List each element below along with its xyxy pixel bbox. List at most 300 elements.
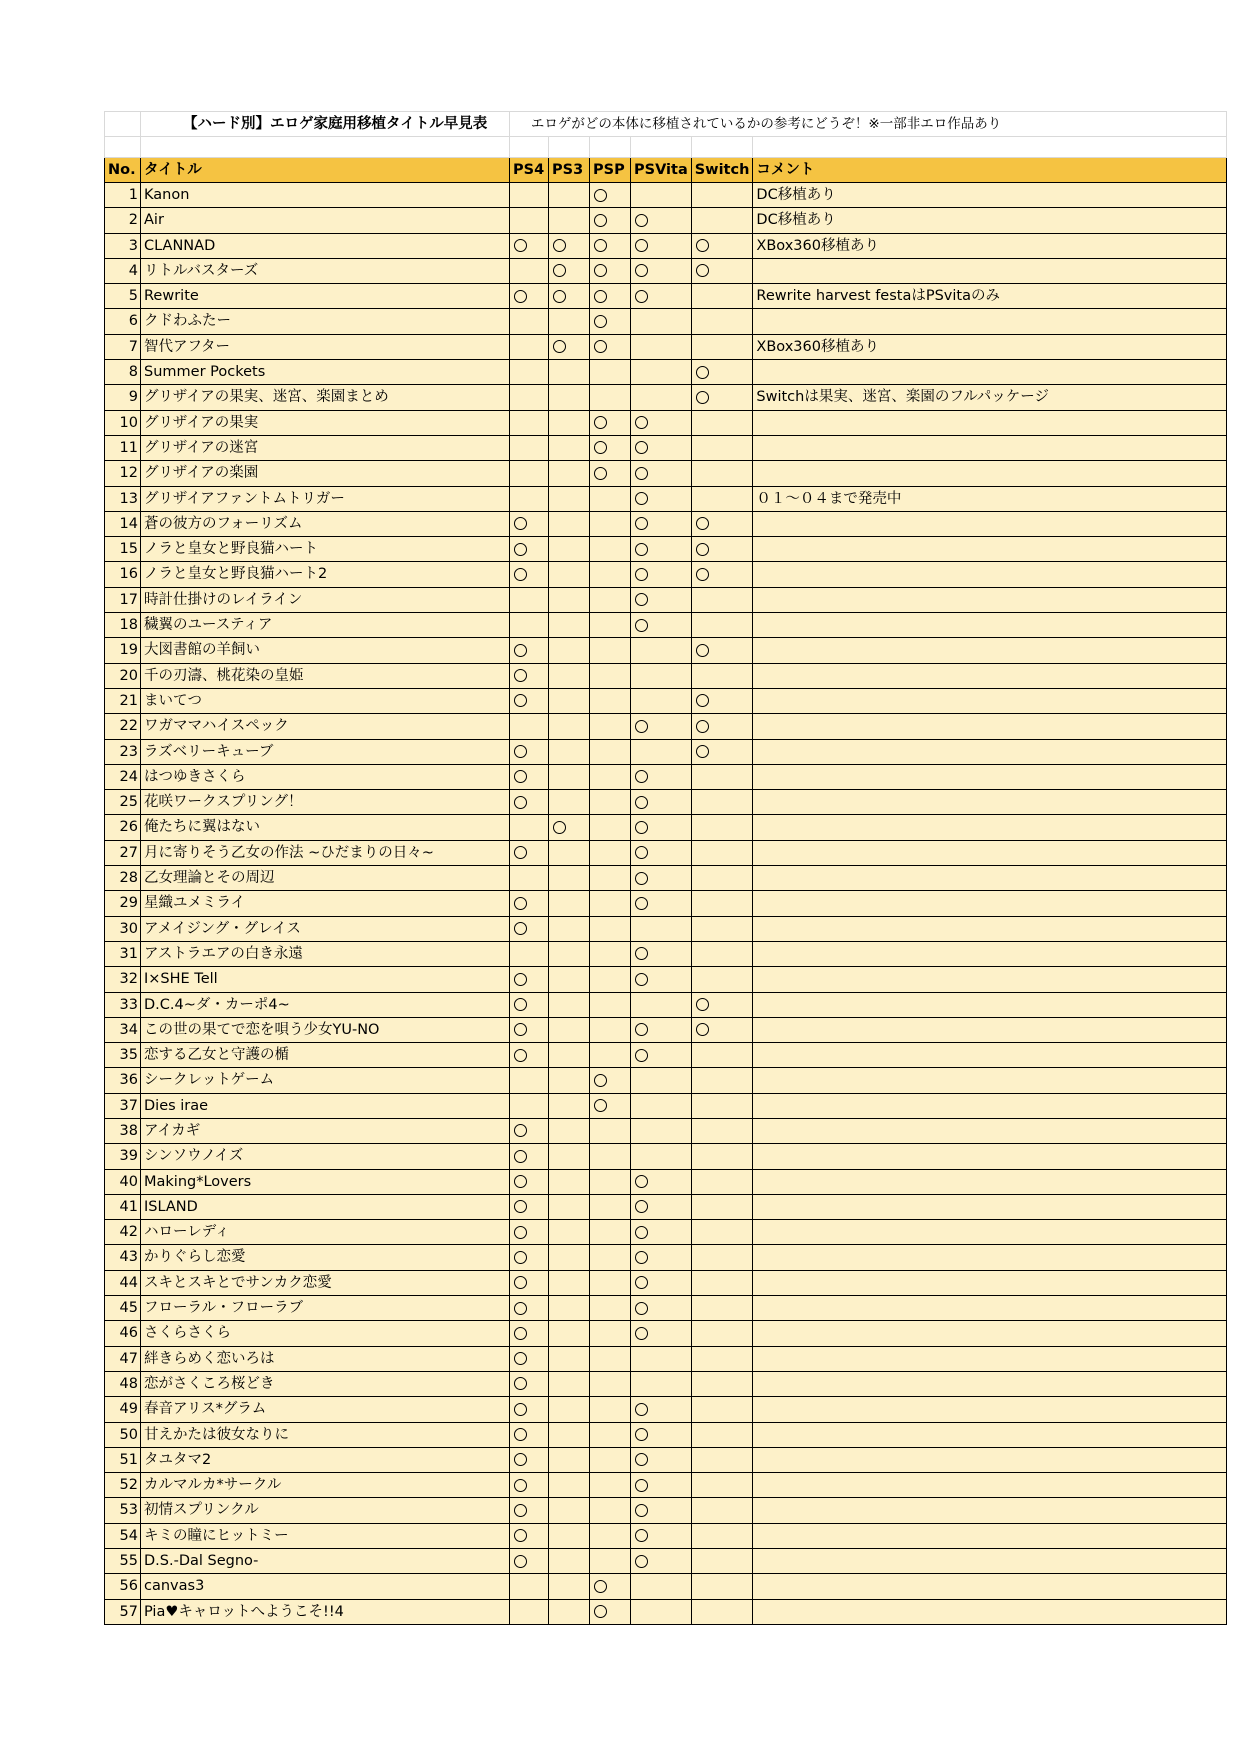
available-mark-icon: [696, 998, 709, 1011]
switch-cell: [691, 511, 753, 536]
switch-cell: [691, 790, 753, 815]
table-row: [105, 739, 1227, 764]
table-row: [105, 435, 1227, 460]
available-mark-icon: [635, 264, 648, 277]
available-mark-icon: [635, 1479, 648, 1492]
comment-cell: [753, 435, 1227, 460]
row-number: 47: [105, 1346, 141, 1371]
switch-cell: [691, 638, 753, 663]
ps3-cell: [549, 258, 590, 283]
ps3-cell: [549, 183, 590, 208]
row-number: 18: [105, 613, 141, 638]
ps3-cell: [549, 866, 590, 891]
available-mark-icon: [553, 264, 566, 277]
switch-cell: [691, 1549, 753, 1574]
psvita-cell: [631, 967, 692, 992]
row-number: 46: [105, 1321, 141, 1346]
table-row: [105, 1220, 1227, 1245]
available-mark-icon: [514, 897, 527, 910]
title-cell: まいてつ: [141, 688, 510, 713]
title-cell: グリザイアの楽園: [141, 461, 510, 486]
comment-cell: [753, 1118, 1227, 1143]
available-mark-icon: [635, 1200, 648, 1213]
available-mark-icon: [514, 568, 527, 581]
ps3-cell: [549, 891, 590, 916]
title-cell: リトルバスターズ: [141, 258, 510, 283]
switch-cell: [691, 1220, 753, 1245]
ps4-cell: [510, 739, 549, 764]
table-row: [105, 916, 1227, 941]
row-number: 55: [105, 1549, 141, 1574]
available-mark-icon: [635, 770, 648, 783]
psvita-cell: [631, 1043, 692, 1068]
row-number: 40: [105, 1169, 141, 1194]
ps4-cell: [510, 840, 549, 865]
col-header-no: No.: [105, 158, 141, 183]
psp-cell: [590, 663, 631, 688]
available-mark-icon: [514, 745, 527, 758]
ps3-cell: [549, 1473, 590, 1498]
table-row: [105, 360, 1227, 385]
available-mark-icon: [553, 290, 566, 303]
ps4-cell: [510, 1068, 549, 1093]
ps3-cell: [549, 1068, 590, 1093]
psp-cell: [590, 891, 631, 916]
ps3-cell: [549, 1118, 590, 1143]
comment-cell: [753, 663, 1227, 688]
psp-cell: [590, 1118, 631, 1143]
comment-cell: [753, 688, 1227, 713]
available-mark-icon: [514, 239, 527, 252]
psvita-cell: [631, 663, 692, 688]
row-number: 16: [105, 562, 141, 587]
psp-cell: [590, 309, 631, 334]
available-mark-icon: [594, 416, 607, 429]
table-row: [105, 790, 1227, 815]
ps4-cell: [510, 1118, 549, 1143]
ps3-cell: [549, 1270, 590, 1295]
ps4-cell: [510, 334, 549, 359]
available-mark-icon: [553, 340, 566, 353]
comment-cell: [753, 1422, 1227, 1447]
available-mark-icon: [514, 517, 527, 530]
header-row: [105, 158, 1227, 183]
psvita-cell: [631, 511, 692, 536]
comment-cell: [753, 587, 1227, 612]
available-mark-icon: [635, 1529, 648, 1542]
psp-cell: [590, 562, 631, 587]
psvita-cell: [631, 258, 692, 283]
switch-cell: [691, 1270, 753, 1295]
title-cell: 蒼の彼方のフォーリズム: [141, 511, 510, 536]
title-cell: 甘えかたは彼女なりに: [141, 1422, 510, 1447]
psvita-cell: [631, 1068, 692, 1093]
ps4-cell: [510, 1245, 549, 1270]
col-header-ps3: PS3: [549, 158, 590, 183]
ps4-cell: [510, 1321, 549, 1346]
ps4-cell: [510, 613, 549, 638]
table-row: [105, 663, 1227, 688]
comment-cell: [753, 1574, 1227, 1599]
psp-cell: [590, 790, 631, 815]
ps4-cell: [510, 790, 549, 815]
title-cell: 恋がさくころ桜どき: [141, 1371, 510, 1396]
table-row: [105, 486, 1227, 511]
row-number: 45: [105, 1296, 141, 1321]
col-header-psvita: PSVita: [631, 158, 692, 183]
switch-cell: [691, 840, 753, 865]
ps3-cell: [549, 916, 590, 941]
table-row: [105, 385, 1227, 410]
row-number: 1: [105, 183, 141, 208]
psp-cell: [590, 967, 631, 992]
psvita-cell: [631, 233, 692, 258]
available-mark-icon: [635, 846, 648, 859]
available-mark-icon: [514, 1049, 527, 1062]
title-cell: カルマルカ*サークル: [141, 1473, 510, 1498]
ps4-cell: [510, 891, 549, 916]
table-row: [105, 1599, 1227, 1624]
psp-cell: [590, 334, 631, 359]
table-row: [105, 866, 1227, 891]
comment-cell: [753, 1473, 1227, 1498]
psvita-cell: [631, 1245, 692, 1270]
psp-cell: [590, 1321, 631, 1346]
psp-cell: [590, 385, 631, 410]
psp-cell: [590, 840, 631, 865]
switch-cell: [691, 1397, 753, 1422]
available-mark-icon: [594, 340, 607, 353]
title-cell: 絆きらめく恋いろは: [141, 1346, 510, 1371]
psp-cell: [590, 1144, 631, 1169]
switch-cell: [691, 1043, 753, 1068]
ps3-cell: [549, 1574, 590, 1599]
row-number: 6: [105, 309, 141, 334]
available-mark-icon: [635, 821, 648, 834]
row-number: 14: [105, 511, 141, 536]
row-number: 29: [105, 891, 141, 916]
comment-cell: DC移植あり: [753, 208, 1227, 233]
available-mark-icon: [635, 239, 648, 252]
row-number: 52: [105, 1473, 141, 1498]
available-mark-icon: [696, 517, 709, 530]
available-mark-icon: [594, 264, 607, 277]
ps4-cell: [510, 688, 549, 713]
switch-cell: [691, 992, 753, 1017]
ps3-cell: [549, 435, 590, 460]
ps4-cell: [510, 284, 549, 309]
table-row: [105, 840, 1227, 865]
title-cell: CLANNAD: [141, 233, 510, 258]
psp-cell: [590, 1017, 631, 1042]
available-mark-icon: [696, 1023, 709, 1036]
psvita-cell: [631, 1523, 692, 1548]
ps3-cell: [549, 739, 590, 764]
ps3-cell: [549, 1017, 590, 1042]
title-cell: はつゆきさくら: [141, 764, 510, 789]
ps3-cell: [549, 790, 590, 815]
title-cell: 初情スプリンクル: [141, 1498, 510, 1523]
comment-cell: [753, 840, 1227, 865]
ps4-cell: [510, 587, 549, 612]
available-mark-icon: [594, 1074, 607, 1087]
psp-cell: [590, 739, 631, 764]
comment-cell: Switchは果実、迷宮、楽園のフルパッケージ: [753, 385, 1227, 410]
switch-cell: [691, 714, 753, 739]
comment-cell: XBox360移植あり: [753, 334, 1227, 359]
ps3-cell: [549, 1093, 590, 1118]
row-number: 23: [105, 739, 141, 764]
available-mark-icon: [635, 1049, 648, 1062]
ps3-cell: [549, 1245, 590, 1270]
title-cell: 俺たちに翼はない: [141, 815, 510, 840]
available-mark-icon: [514, 1200, 527, 1213]
ps3-cell: [549, 233, 590, 258]
table-row: [105, 1346, 1227, 1371]
available-mark-icon: [635, 1226, 648, 1239]
title-cell: シークレットゲーム: [141, 1068, 510, 1093]
switch-cell: [691, 739, 753, 764]
comment-cell: [753, 1321, 1227, 1346]
ps3-cell: [549, 1169, 590, 1194]
psp-cell: [590, 1371, 631, 1396]
comment-cell: [753, 537, 1227, 562]
title-cell: D.C.4~ダ・カーポ4~: [141, 992, 510, 1017]
ps3-cell: [549, 1523, 590, 1548]
psvita-cell: [631, 562, 692, 587]
psvita-cell: [631, 764, 692, 789]
row-number: 36: [105, 1068, 141, 1093]
table-row: [105, 1447, 1227, 1472]
ps4-cell: [510, 309, 549, 334]
available-mark-icon: [514, 1529, 527, 1542]
row-number: 50: [105, 1422, 141, 1447]
psp-cell: [590, 486, 631, 511]
title-cell: クドわふたー: [141, 309, 510, 334]
ps3-cell: [549, 1220, 590, 1245]
switch-cell: [691, 587, 753, 612]
ps3-cell: [549, 334, 590, 359]
blank-row: [105, 137, 1227, 158]
table-row: [105, 1397, 1227, 1422]
ps3-cell: [549, 815, 590, 840]
psvita-cell: [631, 435, 692, 460]
available-mark-icon: [635, 1327, 648, 1340]
psvita-cell: [631, 1498, 692, 1523]
row-number: 20: [105, 663, 141, 688]
table-row: [105, 1270, 1227, 1295]
available-mark-icon: [635, 441, 648, 454]
comment-cell: [753, 714, 1227, 739]
col-header-ps4: PS4: [510, 158, 549, 183]
ps4-cell: [510, 638, 549, 663]
available-mark-icon: [696, 543, 709, 556]
available-mark-icon: [635, 1175, 648, 1188]
available-mark-icon: [635, 1251, 648, 1264]
ps3-cell: [549, 1194, 590, 1219]
psp-cell: [590, 1346, 631, 1371]
row-number: 15: [105, 537, 141, 562]
ps3-cell: [549, 840, 590, 865]
switch-cell: [691, 562, 753, 587]
table-row: [105, 309, 1227, 334]
available-mark-icon: [514, 1403, 527, 1416]
available-mark-icon: [514, 1124, 527, 1137]
switch-cell: [691, 1144, 753, 1169]
psvita-cell: [631, 1371, 692, 1396]
comment-cell: [753, 1447, 1227, 1472]
available-mark-icon: [635, 1555, 648, 1568]
switch-cell: [691, 1245, 753, 1270]
psvita-cell: [631, 360, 692, 385]
available-mark-icon: [514, 694, 527, 707]
table-row: [105, 891, 1227, 916]
comment-cell: [753, 613, 1227, 638]
switch-cell: [691, 334, 753, 359]
title-cell: I×SHE Tell: [141, 967, 510, 992]
ps3-cell: [549, 663, 590, 688]
psp-cell: [590, 511, 631, 536]
table-row: [105, 992, 1227, 1017]
table-row: [105, 764, 1227, 789]
ps3-cell: [549, 562, 590, 587]
table-row: [105, 511, 1227, 536]
ps4-cell: [510, 1169, 549, 1194]
col-header-psp: PSP: [590, 158, 631, 183]
title-cell: 花咲ワークスプリング！: [141, 790, 510, 815]
switch-cell: [691, 183, 753, 208]
ps3-cell: [549, 461, 590, 486]
title-cell: Kanon: [141, 183, 510, 208]
title-cell: 大図書館の羊飼い: [141, 638, 510, 663]
available-mark-icon: [635, 1504, 648, 1517]
row-number: 37: [105, 1093, 141, 1118]
available-mark-icon: [514, 669, 527, 682]
ps3-cell: [549, 1043, 590, 1068]
ps3-cell: [549, 385, 590, 410]
switch-cell: [691, 486, 753, 511]
available-mark-icon: [514, 1453, 527, 1466]
row-number: 54: [105, 1523, 141, 1548]
available-mark-icon: [514, 998, 527, 1011]
comment-cell: [753, 1270, 1227, 1295]
table-row: [105, 1144, 1227, 1169]
row-number: 56: [105, 1574, 141, 1599]
ps4-cell: [510, 1549, 549, 1574]
title-cell: D.S.-Dal Segno-: [141, 1549, 510, 1574]
col-header-switch: Switch: [691, 158, 753, 183]
available-mark-icon: [514, 796, 527, 809]
ps3-cell: [549, 1371, 590, 1396]
table-row: [105, 714, 1227, 739]
comment-cell: XBox360移植あり: [753, 233, 1227, 258]
available-mark-icon: [635, 897, 648, 910]
title-cell: フローラル・フローラブ: [141, 1296, 510, 1321]
psp-cell: [590, 1498, 631, 1523]
ps4-cell: [510, 562, 549, 587]
row-number: 26: [105, 815, 141, 840]
comment-cell: [753, 1397, 1227, 1422]
available-mark-icon: [514, 1377, 527, 1390]
row-number: 9: [105, 385, 141, 410]
available-mark-icon: [635, 619, 648, 632]
ps3-cell: [549, 486, 590, 511]
psvita-cell: [631, 309, 692, 334]
psvita-cell: [631, 1549, 692, 1574]
table-row: [105, 562, 1227, 587]
title-cell: ワガママハイスペック: [141, 714, 510, 739]
ps4-cell: [510, 537, 549, 562]
row-number: 13: [105, 486, 141, 511]
title-cell: 時計仕掛けのレイライン: [141, 587, 510, 612]
comment-cell: [753, 1144, 1227, 1169]
ps4-cell: [510, 866, 549, 891]
table-row: [105, 334, 1227, 359]
comment-cell: [753, 1169, 1227, 1194]
switch-cell: [691, 208, 753, 233]
available-mark-icon: [635, 796, 648, 809]
ps3-cell: [549, 992, 590, 1017]
psvita-cell: [631, 1194, 692, 1219]
psp-cell: [590, 1523, 631, 1548]
row-number: 35: [105, 1043, 141, 1068]
col-header-comment: コメント: [753, 158, 1227, 183]
comment-cell: [753, 764, 1227, 789]
ps4-cell: [510, 815, 549, 840]
psvita-cell: [631, 891, 692, 916]
psp-cell: [590, 208, 631, 233]
row-number: 12: [105, 461, 141, 486]
psvita-cell: [631, 840, 692, 865]
available-mark-icon: [696, 568, 709, 581]
ps4-cell: [510, 385, 549, 410]
row-number: 49: [105, 1397, 141, 1422]
table-row: [105, 258, 1227, 283]
switch-cell: [691, 663, 753, 688]
table-row: [105, 461, 1227, 486]
ps4-cell: [510, 1194, 549, 1219]
row-number: 2: [105, 208, 141, 233]
ps3-cell: [549, 309, 590, 334]
row-number: 51: [105, 1447, 141, 1472]
row-number: 38: [105, 1118, 141, 1143]
comment-cell: [753, 992, 1227, 1017]
title-cell: アストラエアの白き永遠: [141, 941, 510, 966]
available-mark-icon: [635, 214, 648, 227]
psp-cell: [590, 587, 631, 612]
switch-cell: [691, 613, 753, 638]
switch-cell: [691, 233, 753, 258]
comment-cell: [753, 1523, 1227, 1548]
psvita-cell: [631, 638, 692, 663]
psp-cell: [590, 1169, 631, 1194]
ps3-cell: [549, 587, 590, 612]
psvita-cell: [631, 461, 692, 486]
title-cell: Pia♥キャロットへようこそ!!4: [141, 1599, 510, 1624]
table-row: [105, 613, 1227, 638]
row-number: 8: [105, 360, 141, 385]
comment-cell: [753, 1220, 1227, 1245]
title-cell: グリザイアファントムトリガー: [141, 486, 510, 511]
psp-cell: [590, 1043, 631, 1068]
row-number: 34: [105, 1017, 141, 1042]
sheet-title-row: [105, 112, 1227, 137]
comment-cell: [753, 891, 1227, 916]
row-number: 3: [105, 233, 141, 258]
row-number: 4: [105, 258, 141, 283]
psvita-cell: [631, 739, 692, 764]
table-row: [105, 688, 1227, 713]
